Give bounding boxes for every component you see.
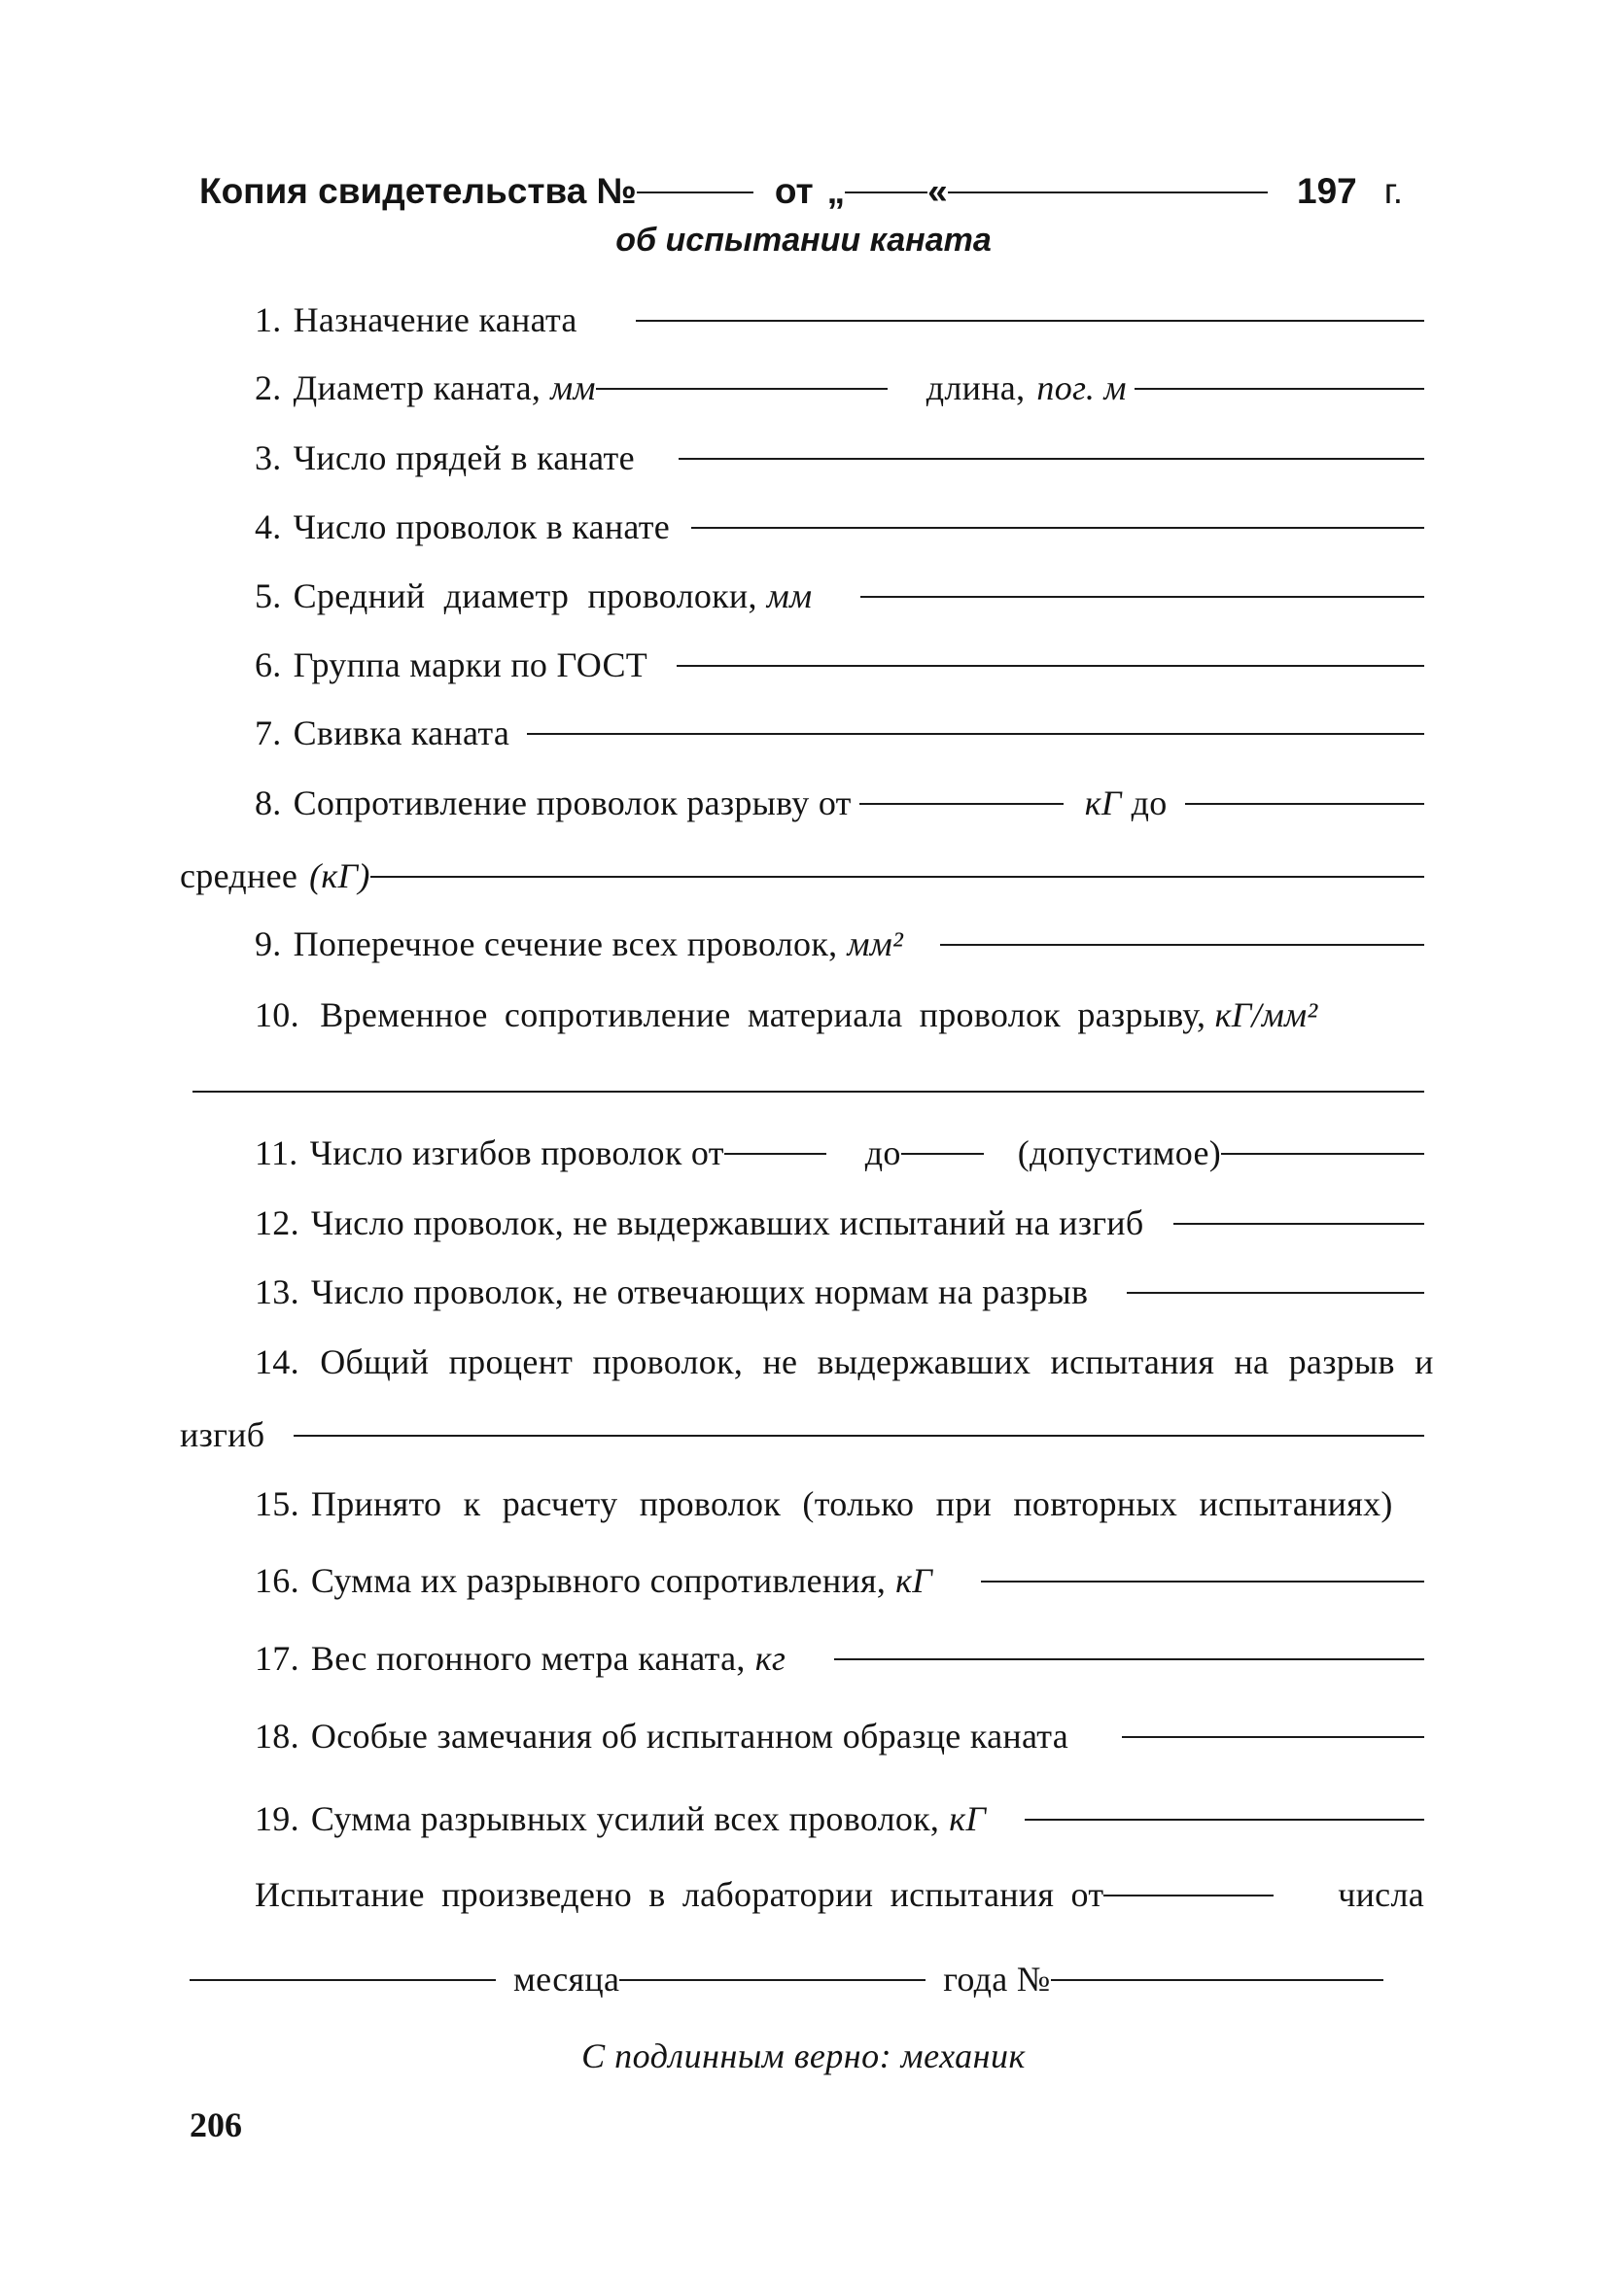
title-prefix: Копия свидетельства № bbox=[199, 171, 637, 211]
test-statement-label: Испытание произведено в лаборатории испытания от bbox=[255, 1875, 1104, 1914]
item-unit: кГ bbox=[1084, 783, 1122, 822]
break-resistance-to-field[interactable] bbox=[1185, 803, 1424, 805]
item-number: 13. bbox=[255, 1272, 299, 1311]
item-3 bbox=[255, 437, 1424, 478]
item-label-bend: изгиб bbox=[180, 1415, 265, 1454]
bends-allowed-field[interactable] bbox=[1221, 1153, 1424, 1155]
test-number-field[interactable] bbox=[1051, 1979, 1383, 1981]
item-number: 18. bbox=[255, 1717, 299, 1756]
certificate-day-field[interactable] bbox=[845, 191, 927, 193]
test-year-field[interactable] bbox=[619, 1979, 926, 1981]
year-number-label: года № bbox=[943, 1960, 1051, 1999]
title-quote-open: „ bbox=[826, 171, 846, 211]
item-label: Число изгибов проволок от bbox=[309, 1133, 724, 1172]
item-8-continuation bbox=[180, 855, 1424, 896]
test-statement bbox=[255, 1874, 1424, 1915]
title-year-suffix: г. bbox=[1383, 171, 1403, 211]
item-10 bbox=[255, 994, 1424, 1035]
item-number: 9. bbox=[255, 924, 282, 963]
item-14 bbox=[255, 1341, 1434, 1382]
item-label: Число проволок в канате bbox=[293, 507, 671, 546]
item-unit: кГ bbox=[895, 1561, 933, 1600]
item-2 bbox=[255, 367, 1424, 408]
item-label: Поперечное сечение всех проволок, bbox=[293, 924, 838, 963]
item-label: Принято к расчету проволок (только при повторных испытаниях) bbox=[310, 1484, 1393, 1523]
item-number: 4. bbox=[255, 507, 282, 546]
item-number: 19. bbox=[255, 1799, 299, 1838]
item-6 bbox=[255, 644, 1424, 685]
test-month-field[interactable] bbox=[190, 1979, 496, 1981]
item-number: 6. bbox=[255, 645, 282, 684]
item-4 bbox=[255, 506, 1424, 547]
item-label: Вес погонного метра каната, bbox=[310, 1639, 746, 1678]
break-resistance-from-field[interactable] bbox=[859, 803, 1064, 805]
item-unit-length: пог. м bbox=[1036, 368, 1127, 407]
closing-statement: С подлинным верно: механик bbox=[581, 2036, 1026, 2075]
failure-percent-field[interactable] bbox=[294, 1435, 1424, 1437]
title-from: от bbox=[774, 171, 814, 211]
special-remarks-field[interactable] bbox=[1122, 1736, 1424, 1738]
item-number: 11. bbox=[255, 1133, 298, 1172]
document-title bbox=[199, 171, 1403, 212]
item-number: 1. bbox=[255, 300, 282, 339]
tensile-strength-field[interactable] bbox=[192, 1091, 1424, 1093]
item-label: Временное сопротивление материала проволок разрыву, bbox=[320, 995, 1206, 1034]
item-unit: (кГ) bbox=[309, 856, 370, 895]
item-unit: мм bbox=[550, 368, 596, 407]
title-quote-close: « bbox=[927, 171, 948, 211]
rope-purpose-field[interactable] bbox=[636, 320, 1424, 322]
item-1 bbox=[255, 299, 1424, 340]
item-15 bbox=[255, 1483, 1424, 1524]
rope-diameter-field[interactable] bbox=[596, 388, 888, 390]
item-5 bbox=[255, 575, 1424, 616]
meter-weight-field[interactable] bbox=[834, 1658, 1424, 1660]
item-11 bbox=[255, 1132, 1424, 1173]
test-day-field[interactable] bbox=[1103, 1895, 1274, 1896]
item-number: 7. bbox=[255, 713, 282, 752]
item-label: Число проволок, не выдержавших испытаний на изгиб bbox=[310, 1203, 1144, 1242]
item-19 bbox=[255, 1798, 1424, 1839]
gost-grade-field[interactable] bbox=[677, 665, 1424, 667]
item-unit: кг bbox=[754, 1639, 786, 1678]
item-unit: кГ/мм² bbox=[1214, 995, 1318, 1034]
item-label: Группа марки по ГОСТ bbox=[293, 645, 648, 684]
title-year: 197 bbox=[1297, 171, 1357, 211]
break-resistance-average-field[interactable] bbox=[370, 876, 1424, 878]
break-force-sum-field[interactable] bbox=[1025, 1819, 1424, 1821]
item-label: Особые замечания об испытанном образце каната bbox=[310, 1717, 1069, 1756]
item-label: Общий процент проволок, не выдержавших испытания на разрыв и bbox=[320, 1342, 1434, 1381]
item-label: Свивка каната bbox=[293, 713, 510, 752]
item-12 bbox=[255, 1202, 1424, 1243]
item-label: Сопротивление проволок разрыву от bbox=[293, 783, 852, 822]
page-number: 206 bbox=[190, 2105, 242, 2144]
bends-from-field[interactable] bbox=[724, 1153, 826, 1155]
wire-diameter-field[interactable] bbox=[860, 596, 1424, 598]
break-nonconforming-field[interactable] bbox=[1127, 1292, 1424, 1294]
item-17 bbox=[255, 1638, 1424, 1679]
item-16 bbox=[255, 1560, 1424, 1601]
item-label-average: среднее bbox=[180, 856, 298, 895]
item-unit: мм² bbox=[847, 924, 904, 963]
rope-length-field[interactable] bbox=[1135, 388, 1424, 390]
item-unit: кГ bbox=[949, 1799, 987, 1838]
rope-lay-field[interactable] bbox=[527, 733, 1424, 735]
month-label: месяца bbox=[513, 1960, 620, 1999]
item-number: 5. bbox=[255, 576, 282, 615]
item-18 bbox=[255, 1716, 1424, 1757]
item-number: 16. bbox=[255, 1561, 299, 1600]
item-13 bbox=[255, 1271, 1424, 1312]
item-label: Сумма их разрывного сопротивления, bbox=[310, 1561, 887, 1600]
item-9 bbox=[255, 923, 1424, 964]
item-label: Сумма разрывных усилий всех проволок, bbox=[310, 1799, 940, 1838]
item-7 bbox=[255, 713, 1424, 753]
item-number: 15. bbox=[255, 1484, 299, 1523]
test-day-label: числа bbox=[1338, 1875, 1424, 1914]
item-14-continuation bbox=[180, 1414, 1424, 1455]
item-number: 10. bbox=[255, 995, 299, 1034]
item-label: Число проволок, не отвечающих нормам на разрыв bbox=[310, 1272, 1089, 1311]
document-subtitle: об испытании каната bbox=[615, 222, 992, 259]
bends-to-field[interactable] bbox=[901, 1153, 984, 1155]
item-number: 8. bbox=[255, 783, 282, 822]
item-number: 3. bbox=[255, 438, 282, 477]
item-label: Назначение каната bbox=[293, 300, 577, 339]
item-8 bbox=[255, 783, 1424, 823]
item-number: 2. bbox=[255, 368, 282, 407]
item-label-to: до bbox=[864, 1133, 901, 1172]
wires-count-field[interactable] bbox=[691, 527, 1424, 529]
item-number: 17. bbox=[255, 1639, 299, 1678]
certificate-number-field[interactable] bbox=[637, 191, 753, 193]
item-number: 14. bbox=[255, 1342, 299, 1381]
item-number: 12. bbox=[255, 1203, 299, 1242]
item-label-to: до bbox=[1131, 783, 1168, 822]
item-label: Число прядей в канате bbox=[293, 438, 635, 477]
item-label: Средний диаметр проволоки, bbox=[293, 576, 757, 615]
item-label-allowed: (допустимое) bbox=[1017, 1133, 1222, 1172]
strands-count-field[interactable] bbox=[679, 458, 1424, 460]
test-date-row bbox=[190, 1959, 1383, 2000]
item-unit: мм bbox=[766, 576, 813, 615]
bend-failures-field[interactable] bbox=[1173, 1223, 1425, 1225]
certificate-month-field[interactable] bbox=[948, 191, 1268, 193]
break-resistance-sum-field[interactable] bbox=[981, 1581, 1424, 1583]
item-label: Диаметр каната, bbox=[293, 368, 541, 407]
cross-section-field[interactable] bbox=[940, 944, 1424, 946]
item-label-length: длина, bbox=[926, 368, 1026, 407]
